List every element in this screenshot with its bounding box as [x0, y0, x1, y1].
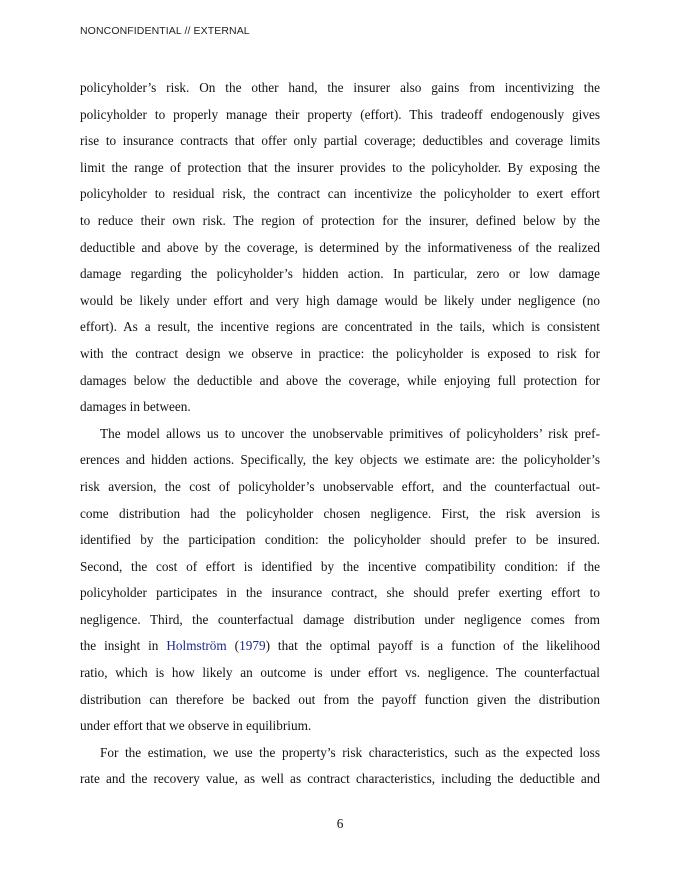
paragraph-2	[80, 423, 600, 742]
text-line: policyholder to residual risk, the contract can incentivize the policyholder to exert effort	[80, 186, 600, 202]
text-line: to reduce their own risk. The region of protection for the insurer, defined below by the	[80, 212, 600, 228]
text-line: come distribution had the policyholder chosen negligence. First, the risk aversion is	[80, 505, 600, 521]
text-line: damages in between.	[80, 399, 191, 415]
text-line: with the contract design we observe in practice: the policyholder is exposed to risk for	[80, 345, 600, 361]
citation-line	[80, 635, 600, 662]
citation-year-link[interactable]: 1979	[239, 638, 266, 654]
page-number: 6	[336, 816, 344, 831]
text-line: would be likely under effort and very high damage would be likely under negligence (no	[80, 292, 600, 308]
citation-line-rest: ) that the optimal payoff is a function of the likelihood	[265, 638, 600, 654]
text-line: damages below the deductible and above the coverage, while enjoying full protection for	[80, 372, 600, 388]
text-line: risk aversion, the cost of policyholder’s unobservable effort, and the counterfactual out-	[80, 478, 600, 494]
text-line: rise to insurance contracts that offer only partial coverage; deductibles and coverage limits	[80, 133, 600, 149]
text-line: distribution can therefore be backed out from the payoff function given the distribution	[80, 691, 600, 707]
text-line: policyholder to properly manage their property (effort). This tradeoff endogenously gives	[80, 106, 600, 122]
text-line: identified by the participation condition: the policyholder should prefer to be insured.	[80, 532, 600, 548]
paragraph-1	[80, 77, 600, 423]
citation-author-link[interactable]: Holmström	[166, 638, 227, 654]
confidentiality-header: NONCONFIDENTIAL // EXTERNAL	[80, 25, 250, 37]
citation-line-lead: the insight in	[80, 638, 167, 654]
text-line: under effort that we observe in equilibrium.	[80, 718, 312, 734]
text-line: policyholder’s risk. On the other hand, the insurer also gains from incentivizing the	[80, 80, 600, 95]
text-line: negligence. Third, the counterfactual damage distribution under negligence comes from	[80, 611, 600, 627]
text-line: damage regarding the policyholder’s hidden action. In particular, zero or low damage	[80, 266, 600, 282]
text-line: deductible and above by the coverage, is determined by the informativeness of the realized	[80, 239, 600, 255]
paragraph-3	[80, 742, 600, 795]
body-text	[80, 77, 600, 795]
text-line: ratio, which is how likely an outcome is under effort vs. negligence. The counterfactual	[80, 665, 600, 681]
text-line: The model allows us to uncover the unobservable primitives of policyholders’ risk pref-	[100, 425, 600, 441]
text-line: Second, the cost of effort is identified by the incentive compatibility condition: if the	[80, 558, 600, 574]
text-line: erences and hidden actions. Specifically, the key objects we estimate are: the policyholder’s	[80, 452, 600, 468]
text-line: limit the range of protection that the insurer provides to the policyholder. By exposing the	[80, 159, 600, 175]
text-line: policyholder participates in the insurance contract, she should prefer exerting effort to	[80, 585, 600, 601]
text-line: rate and the recovery value, as well as contract characteristics, including the deductible and	[80, 771, 600, 787]
text-line: effort). As a result, the incentive regions are concentrated in the tails, which is consistent	[80, 319, 600, 335]
text-line: For the estimation, we use the property’s risk characteristics, such as the expected loss	[100, 744, 600, 760]
citation-open-paren: (	[226, 638, 240, 654]
